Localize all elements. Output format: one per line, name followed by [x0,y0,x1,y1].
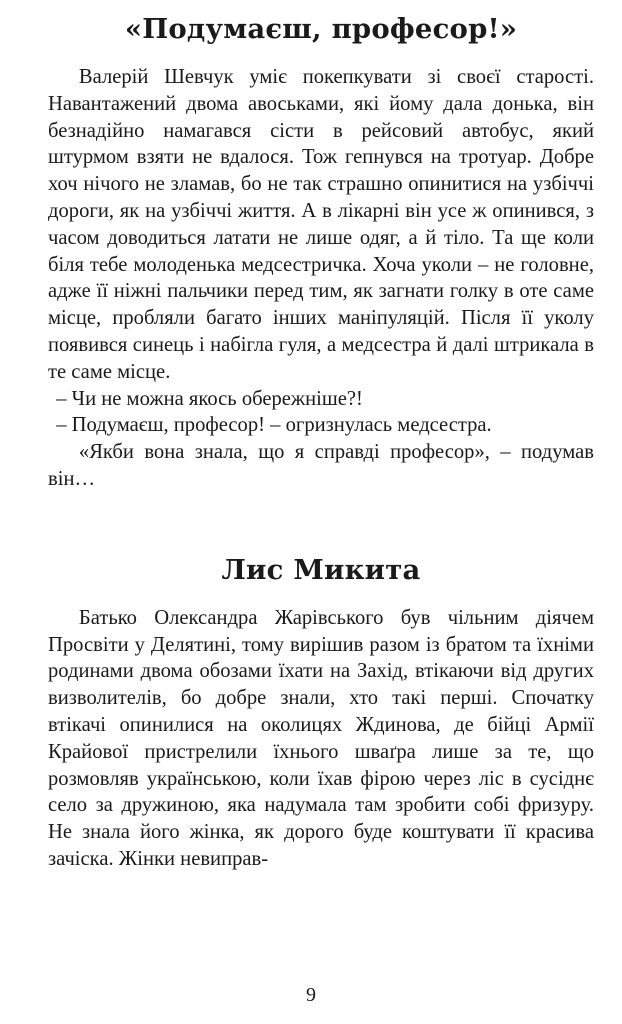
closing-paragraph: «Якби вона знала, що я справді професор», – подумав він… [48,441,594,490]
story-title-1: «Подумаєш, професор!» [124,13,518,45]
dialogue-line: – Подумаєш, професор! – огризнулась медсестра. [56,414,492,437]
paragraph: Батько Олександра Жарівського був чільним діячем Просвіти у Делятині, тому вирішив разом із братом та їхніми родинами двома обозами їхати на Захід, втікаючи від других визволителів, бо добре знали, хто такі перші. Спочатку втікачі опинилися на околицях Ждинова, де бійці Армії Крайової пристрелили їхнього шваґра лише за те, що розмовляв українською, коли їхав фірою через ліс в сусіднє село за дружиною, яка надумала там зробити собі фризуру. Не знала його жінка, як дорого буде коштувати її красива зачіска. Жінки невиправ- [48,606,594,870]
paragraph: Валерій Шевчук уміє покепкувати зі своєї старості. Навантажений двома авоськами, які йому дала донька, він безнадійно намагався сісти в рейсовий автобус, який штурмом взяти не вдалося. Тож гепнувся на тротуар. Добре хоч нічого не зламав, бо не так страшно опинитися на узбіччі дороги, як на узбіччі життя. А в лікарні він усе ж опинився, з часом доводиться латати не лише одяг, а й тіло. Та ще коли біля тебе молоденька медсестричка. Хоча уколи – не головне, адже її ніжні пальчики перед тим, як загнати голку в оте саме місце, пробляли багато інших маніпуляцій. Після її уколу появився синець і набігла гуля, а медсестра й далі штрикала в те саме місце. [48,66,594,383]
page-number: 9 [306,984,316,1006]
story-title-2: Лис Микита [221,553,421,586]
dialogue-line: – Чи не можна якось обережніше?! [56,387,363,410]
page [48,8,594,873]
